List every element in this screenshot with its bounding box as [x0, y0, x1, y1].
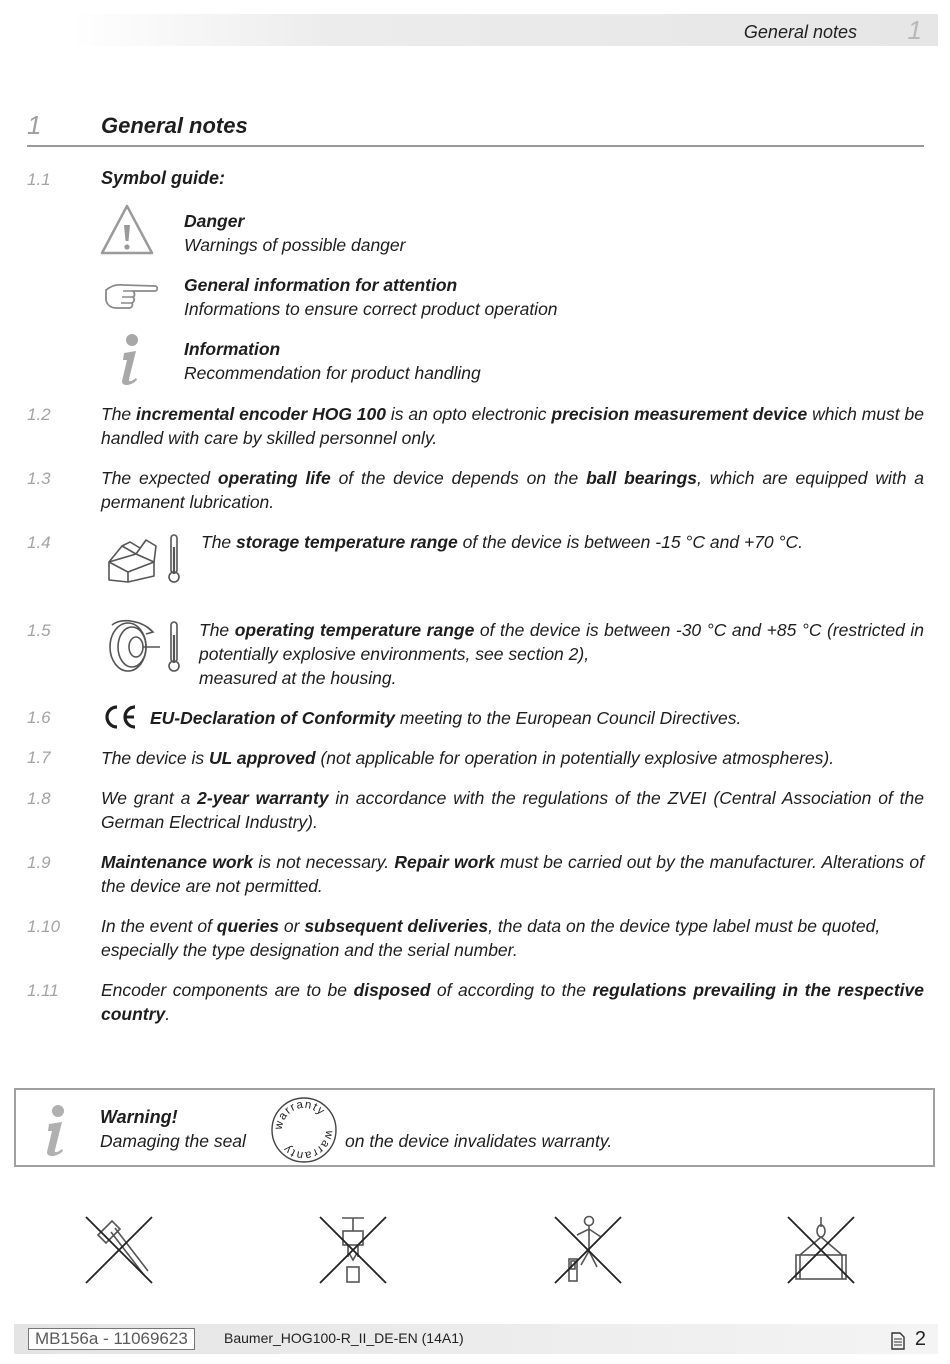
no-pressing-icon [318, 1215, 388, 1285]
section-text: Encoder components are to be disposed of according to the regulations prevailing in the respective country. [101, 980, 924, 1024]
section-title: Symbol guide: [101, 168, 226, 188]
document-code: MB156a - 11069623 [28, 1328, 195, 1350]
chapter-title: General notes [101, 113, 248, 138]
operating-encoder-thermometer-icon [100, 617, 186, 675]
symbol-description: Recommendation for product handling [184, 363, 481, 383]
symbol-title: General information for attention [184, 275, 458, 295]
warning-triangle-icon [100, 203, 154, 255]
section-number: 1.1 [27, 170, 51, 189]
section-number: 1.9 [27, 853, 51, 872]
warning-title: Warning! [100, 1107, 178, 1127]
symbol-description: Warnings of possible danger [184, 235, 406, 255]
section-text: We grant a 2-year warranty in accordance with the regulations of the ZVEI (Central Association of the German Electrical Industry). [101, 788, 924, 832]
section-number: 1.8 [27, 789, 51, 808]
section-number: 1.7 [27, 748, 51, 767]
no-lifting-by-cable-icon [786, 1215, 856, 1285]
no-stepping-icon [553, 1215, 623, 1285]
storage-box-thermometer-icon [106, 532, 184, 584]
section-text: The operating temperature range of the device is between -30 °C and +85 °C (restricted in potentially explosive environments, see section 2), [199, 620, 924, 664]
pointing-hand-icon [103, 280, 159, 312]
section-number: 1.11 [27, 981, 59, 1000]
page-number: 2 [914, 1328, 926, 1350]
section-number: 1.6 [27, 708, 51, 727]
section-text: The incremental encoder HOG 100 is an opto electronic precision measurement device which must be handled with care by skilled personnel only. [101, 404, 924, 448]
section-number: 1.3 [27, 469, 51, 488]
seal-text-top: warranty [272, 1098, 328, 1131]
information-icon [112, 333, 146, 387]
chapter-divider [27, 145, 924, 147]
running-header-title: General notes [743, 22, 857, 42]
section-text: The storage temperature range of the device is between -15 °C and +70 °C. [201, 532, 804, 552]
section-text: Maintenance work is not necessary. Repair work must be carried out by the manufacturer. Alterations of the device are not permitted. [101, 852, 924, 896]
section-number: 1.5 [27, 621, 51, 640]
section-text: EU-Declaration of Conformity meeting to the European Council Directives. [150, 708, 742, 728]
section-text: The device is UL approved (not applicable for operation in potentially explosive atmospheres). [101, 748, 835, 768]
warranty-seal-icon [270, 1096, 338, 1164]
symbol-title: Danger [184, 211, 245, 231]
section-text: In the event of queries or subsequent deliveries, the data on the device type label must be quoted, especially the type designation and the serial number. [101, 916, 881, 960]
section-number: 1.10 [27, 917, 61, 936]
section-number: 1.2 [27, 405, 51, 424]
svg-text:warranty [281, 1128, 336, 1161]
section-text: The expected operating life of the device depends on the ball bearings, which are equipped with a permanent lubrication. [101, 468, 925, 512]
symbol-title: Information [184, 339, 281, 359]
warning-text-before: Damaging the seal [100, 1131, 246, 1151]
svg-text:warranty [272, 1099, 327, 1132]
chapter-number: 1 [27, 110, 42, 140]
information-icon [36, 1104, 70, 1158]
page-icon [890, 1332, 906, 1350]
section-number: 1.4 [27, 533, 51, 552]
symbol-description: Informations to ensure correct product operation [184, 299, 558, 319]
warning-text-after: on the device invalidates warranty. [345, 1131, 613, 1151]
document-file-name: Baumer_HOG100-R_II_DE-EN (14A1) [224, 1330, 464, 1346]
ce-mark-icon [101, 704, 141, 730]
section-text-continued: measured at the housing. [199, 668, 397, 688]
seal-text-bottom: warranty [280, 1129, 336, 1162]
running-header-chapter-number: 1 [907, 15, 922, 45]
no-hammer-icon [84, 1215, 154, 1285]
